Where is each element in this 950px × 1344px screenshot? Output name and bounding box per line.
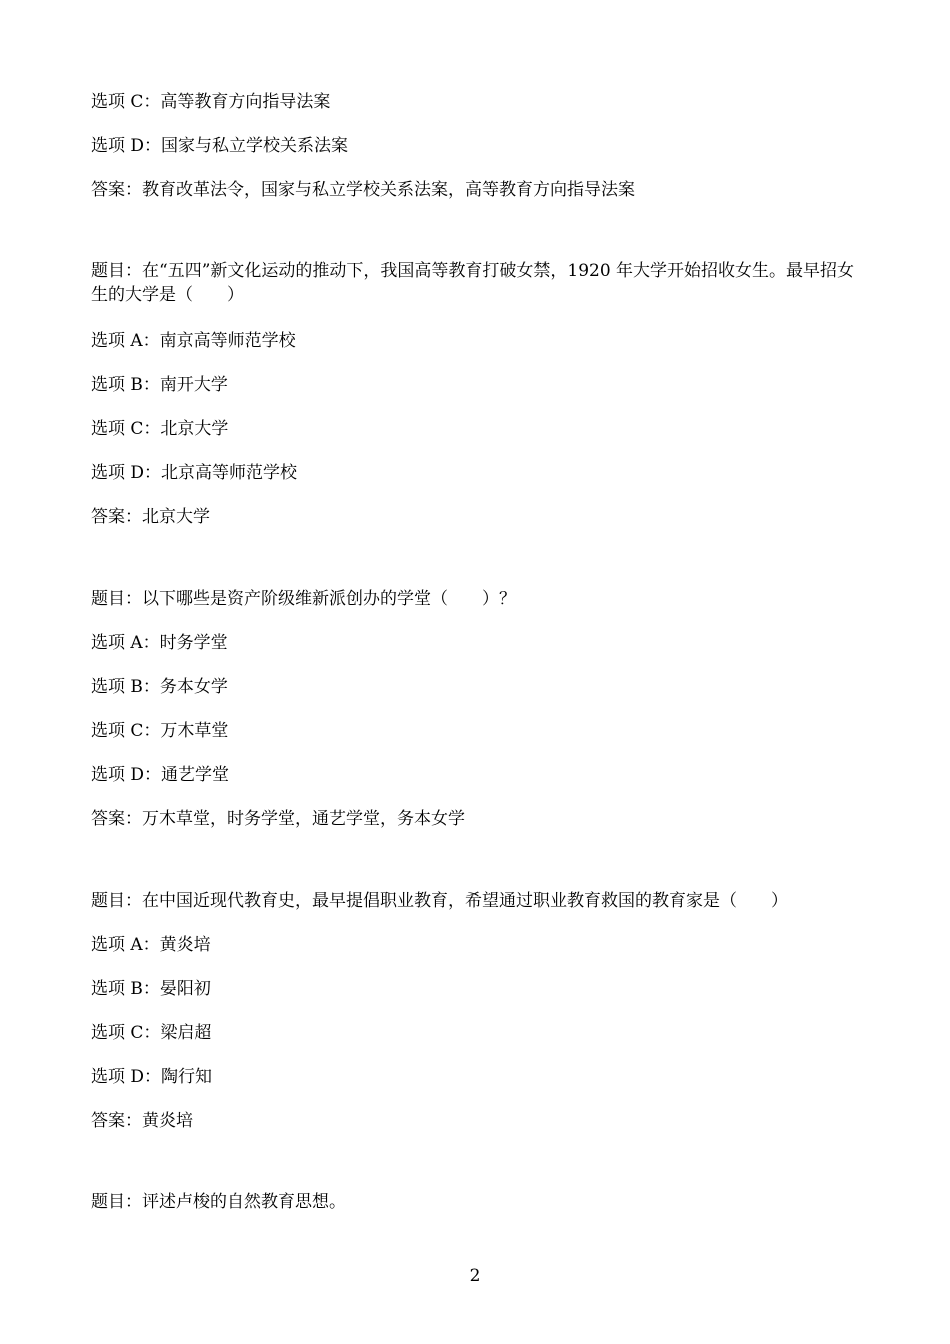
q1-option-a: 选项 A：南京高等师范学校 <box>91 331 296 351</box>
prev-option-d: 选项 D：国家与私立学校关系法案 <box>91 136 349 156</box>
q4-question: 题目：评述卢梭的自然教育思想。 <box>91 1192 346 1212</box>
q2-option-d: 选项 D：通艺学堂 <box>91 765 230 785</box>
q3-option-b: 选项 B：晏阳初 <box>91 979 211 999</box>
q3-option-d: 选项 D：陶行知 <box>91 1067 213 1087</box>
q3-question: 题目：在中国近现代教育史，最早提倡职业教育，希望通过职业教育救国的教育家是（ ） <box>91 891 788 911</box>
q2-answer: 答案：万木草堂，时务学堂，通艺学堂，务本女学 <box>91 809 465 829</box>
prev-answer: 答案：教育改革法令，国家与私立学校关系法案，高等教育方向指导法案 <box>91 180 635 200</box>
q3-option-c: 选项 C：梁启超 <box>91 1023 212 1043</box>
q1-answer: 答案：北京大学 <box>91 507 210 527</box>
q2-option-a: 选项 A：时务学堂 <box>91 633 228 653</box>
q2-question: 题目：以下哪些是资产阶级维新派创办的学堂（ ）？ <box>91 589 516 609</box>
page-number: 2 <box>469 1266 481 1286</box>
q2-option-c: 选项 C：万木草堂 <box>91 721 229 741</box>
q2-option-b: 选项 B：务本女学 <box>91 677 228 697</box>
q1-option-d: 选项 D：北京高等师范学校 <box>91 463 298 483</box>
q1-option-c: 选项 C：北京大学 <box>91 419 229 439</box>
prev-option-c: 选项 C：高等教育方向指导法案 <box>91 92 331 112</box>
q3-option-a: 选项 A：黄炎培 <box>91 935 211 955</box>
q3-answer: 答案：黄炎培 <box>91 1111 193 1131</box>
q1-option-b: 选项 B：南开大学 <box>91 375 228 395</box>
q1-question: 题目：在“五四”新文化运动的推动下，我国高等教育打破女禁，1920 年大学开始招收女生。最早招女生的大学是（ ） <box>91 261 855 305</box>
